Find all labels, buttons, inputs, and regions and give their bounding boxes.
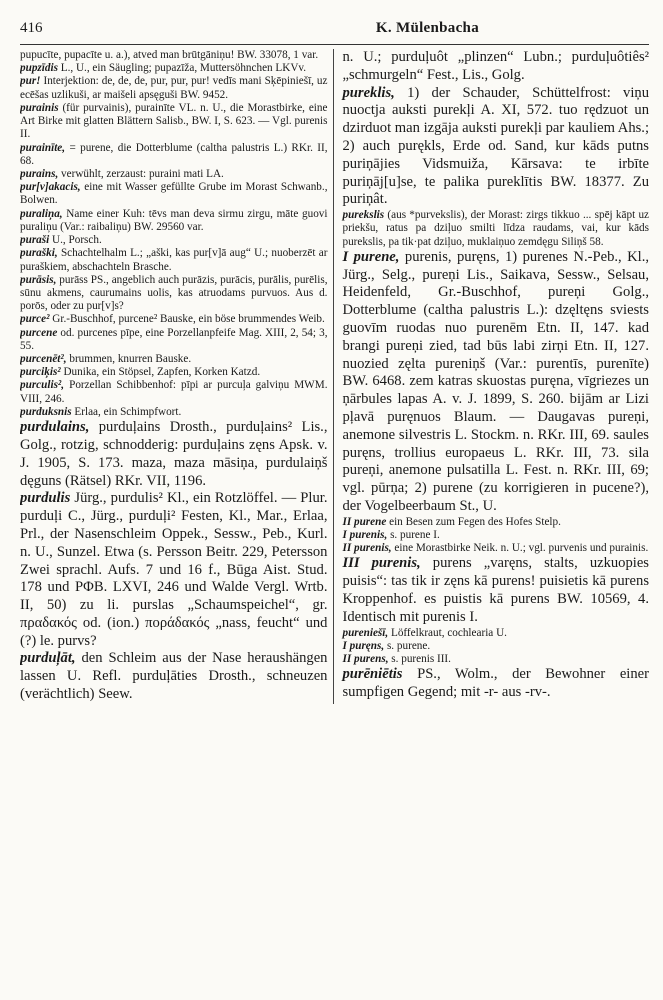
dictionary-entry [20,313,327,326]
entry-headword: II purene [342,515,387,528]
entry-text: L., U., ein Säugling; pupazīža, Muttersöhnchen LKVv. [60,62,307,75]
entry-text: eine mit Wasser gefüllte Grube im Morast Schwanb., Bolwen. [20,181,328,207]
columns [20,49,649,704]
dictionary-entry [342,85,649,210]
entry-text: Gr.-Buschhof, purcene² Bauske, ein böse brummendes Weib. [52,313,325,326]
entry-text: purens „varęns, stalts, uzkuopies puisis“: tas tik ir zęns kā purens! puisietis kā purens Kroppenhof. es puistis kā purens BW. 10569, 4. Identisch mit purenis I. [342,555,649,625]
entry-headword: purēniētis [342,666,403,683]
entry-headword: purekslis [342,209,385,222]
entry-headword: purains, [20,167,59,180]
right-column [334,49,649,704]
dictionary-entry [20,181,327,207]
dictionary-entry [20,327,327,353]
dictionary-entry [20,62,327,75]
dictionary-entry [20,419,327,490]
entry-headword: II purens, [342,653,389,666]
entry-headword: purduļāt, [20,650,76,667]
dictionary-entry [342,640,649,653]
running-head: K. Mülenbacha [375,20,479,36]
entry-text: Jürg., purdulis² Kl., ein Rotzlöffel. — Plur. purduļi C., Jürg., purduļi² Festen, Kl., Mar., Erlaa, Prl., der Nasenschleim Oppek., Sessw., Peb., Kurl. n. U., Sunzel. Etwa (s. Persson Beitr. 229, Petersson Zwei sprachl. Aufs. 7 und 16 f., Būga Aist. Stud. 178 und PΦB. LXVI, 246 und Walde Vergl. Wrtb. II, 50) zu li. purslas „Schaumspeichel“, gr. πραδακός od. (ion.) ποράδακός „nass, feucht“ und (?) le. purvs? [20,490,328,649]
page-header [20,20,649,45]
entry-text: Interjektion: de, de, de, pur, pur, pur! vedīs mani Sķēpiniešī, uz ecēšas uzlikuši, ar maišeli apsęguši BW. 9452. [20,75,328,101]
dictionary-entry [20,234,327,247]
entry-headword: purcenēt², [20,353,67,366]
entry-text: od. purcenes pīpe, eine Porzellanpfeife Mag. XIII, 2, 54; 3, 55. [20,326,328,352]
dictionary-entry [20,366,327,379]
entry-text: PS., Wolm., der Bewohner einer sumpfigen Gegend; mit -r- aus -rv-. [342,666,649,701]
dictionary-entry [342,627,649,640]
entry-text: 1) der Schauder, Schüttelfrost: viņu nuoctja auksti purekļi A. XI, 572. tuo rędzuot un dzirduot man izgāja auksti purekļi par kauliem Ahs.; 2) auch purękls, Erde od. Sand, kur kāds putns puriņājies Vidsmuiža, Kārsava: te irbīte puriņāj[u]se, te palika pureklītis BW. 18377. Zu puriņât. [342,84,649,208]
entry-text: pupucīte, pupacīte u. a.), atved man brūtgāniņu! BW. 33078, 1 var. [20,49,319,61]
entry-text: purduļains Drosth., purduļains² Lis., Golg., rotzig, schnodderig: purduļains zęns Apsk. v. J. 1905, S. 173. maza, maza māsiņa, purdulaiņš dęguns (Rätsel) RKr. VII, 1196. [20,419,328,489]
entry-headword: I puręns, [342,639,385,652]
entry-headword: pur! [20,75,41,88]
entry-text: s. purene. [386,639,431,652]
entry-text: Erlaa, ein Schimpfwort. [74,405,182,418]
entry-headword: I purene, [342,248,400,265]
dictionary-entry [20,406,327,419]
entry-text: s. purenis III. [391,653,451,666]
entry-text: purāss PS., angeblich auch purāzis, purācis, purālis, purēlis, sūnu akmens, caurumains uolis, kas atruodams purvuos. Aus d. porōs, oder zu pur[v]s? [20,273,328,313]
dictionary-entry [342,529,649,542]
entry-headword: pur[v]akacis, [20,181,81,194]
dictionary-entry [20,247,327,273]
entry-headword: purciķis² [20,366,61,379]
dictionary-entry [20,75,327,101]
entry-headword: purainis [20,101,59,114]
entry-headword: purduksnis [20,405,72,418]
entry-text: brummen, knurren Bauske. [69,353,192,366]
dictionary-entry [20,274,327,314]
entry-text: ein Besen zum Fegen des Hofes Stelp. [389,515,561,528]
entry-headword: purdulis [20,490,71,507]
entry-headword: purāsis, [20,273,57,286]
entry-text: Dunika, ein Stöpsel, Zapfen, Korken Katzd. [63,366,261,379]
entry-text: purenis, puręns, 1) purenes N.-Peb., Kl., Jürg., Selg., pureņi Lis., Saikava, Sessw., Selsau, Heidenfeld, Gr.-Buschhof, pureņi Golg., Dotterblume (caltha palustris L.): dzęltęns sviests guovīm ruodas nuo purenēm Etn. II, 147. kad brangi pureņi zied, tad būs labi zirņi Etn. II, 127. nuozied zęlta pureniņš (Var.: purentīs, purenīte) BW. 6468. zem katras skuostas puręna, vīgriezes un ņārbules lapas A. v. J. 1899, S. 260. bijām ar Lizi pļavā puręnuos Blaum. — Daugavas pureņi, anemone silvestris L. Stockm. n. RKr. III, 69. saules puręns, trollius europaeus L. RKr. III, 73. sila pureņi, anemone pulsatilla L. Fest. n. RKr. III, 69; vgl. pūrņa; 2) purene (zu korrigieren in pucene?), der Vogelbeerbaum St., U. [342,248,649,514]
page-number: 416 [20,20,43,36]
dictionary-entry [20,208,327,234]
entry-headword: pureklis, [342,84,395,101]
dictionary-entry [20,168,327,181]
dictionary-entry [20,49,327,62]
entry-headword: purce² [20,313,50,326]
entry-headword: purculis², [20,379,65,392]
entry-headword: purdulains, [20,419,90,436]
entry-text: (für purvainis), purainīte VL. n. U., die Morastbirke, eine Art Birke mit glatten Blättern Salisb., BW. I, S. 623. — Vgl. purenis II. [20,101,328,141]
dictionary-entry [20,490,327,650]
entry-text: Schachtelhalm L.; „aški, kas pur[v]ā aug“ U.; nuoberzēt ar puraškiem, abschachteln Brasche. [20,247,328,273]
entry-text: Name einer Kuh: tēvs man deva sirmu zirgu, māte guovi puraliņu (Var.: raibaliņu) BW. 29560 var. [20,207,328,233]
entry-headword: purcene [20,326,58,339]
left-column [20,49,334,704]
entry-text: eine Morastbirke Neik. n. U.; vgl. purvenis und purainis. [394,542,649,555]
dictionary-entry [342,516,649,529]
entry-text: U., Porsch. [52,234,102,247]
entry-headword: pureniešī, [342,626,389,639]
dictionary-entry [342,542,649,555]
dictionary-entry [342,555,649,626]
dictionary-entry [20,650,327,703]
entry-text: (aus *purvekslis), der Morast: zirgs tikkuo ... spēj kāpt uz priekšu, ratus pa dziļuo smilti līdza raudams, vai, kur kāds purekslis, pa tik·pat dziļuo, muklaiņuo zemdęgu Siliņš 58. [342,209,649,248]
entry-headword: puraški, [20,247,58,260]
entry-text: verwühlt, zerzaust: puraini mati LA. [61,167,224,180]
entry-text: den Schleim aus der Nase heraushängen lassen U. Refl. purduļāties Drosth., schneuzen (verächtlich) Seew. [20,650,328,703]
entry-headword: III purenis, [342,555,421,572]
entry-text: n. U.; purduļuôt „plinzen“ Lubn.; purduļuôtiês² „schmurgeln“ Fest., Lis., Golg. [342,49,649,83]
dictionary-entry [342,666,649,702]
dictionary-entry [20,379,327,405]
dictionary-entry [342,49,649,85]
entry-headword: pupzīdis [20,62,58,75]
entry-headword: puraši [20,234,50,247]
entry-headword: II purenis, [342,542,392,555]
entry-headword: purainīte, [20,141,66,154]
entry-headword: puraliņa, [20,207,63,220]
entry-text: = purene, die Dotterblume (caltha palustris L.) RKr. II, 68. [20,141,328,167]
dictionary-entry [342,249,649,516]
dictionary-entry [342,209,649,249]
entry-headword: I purenis, [342,529,388,541]
dictionary-entry [20,102,327,142]
dictionary-entry [342,653,649,666]
entry-text: Porzellan Schibbenhof: pīpi ar purcuļa galviņu MWM. VIII, 246. [20,379,328,405]
entry-text: s. purene I. [390,529,440,541]
dictionary-entry [20,142,327,168]
dictionary-entry [20,353,327,366]
entry-text: Löffelkraut, cochlearia U. [390,626,507,639]
